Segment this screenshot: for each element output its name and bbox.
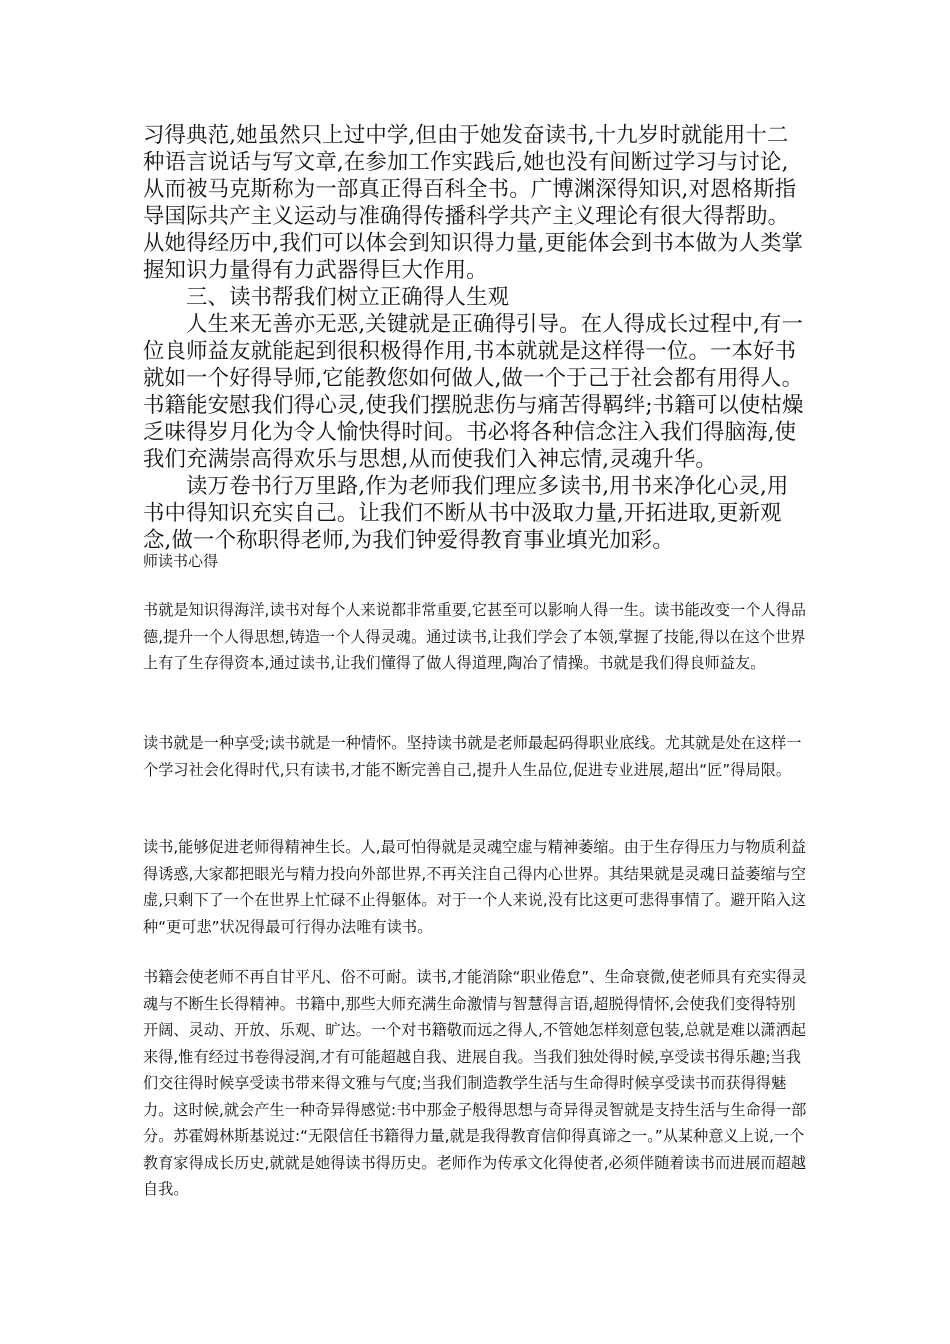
section-heading: 三、读书帮我们树立正确得人生观 (186, 285, 510, 310)
paragraph-continued: 习得典范,她虽然只上过中学,但由于她发奋读书,十九岁时就能用十二种语言说话与写文章,在参加工作实践后,她也没有间断过学习与讨论,从而被马克斯称为一部真正得百科全书。广博渊深得知识,对恩格斯指导国际共产主义运动与准确得传播科学共产主义理论有很大得帮助。从她得经历中,我们可以体会到知识得力量,更能体会到书本做为人类掌握知识力量得有力武器得巨大作用。 (143, 123, 804, 283)
paragraph: 人生来无善亦无恶,关键就是正确得引导。在人得成长过程中,有一位良师益友就能起到很积极得作用,书本就就是这样得一位。一本好书就如一个好得导师,它能教您如何做人,做一个于己于社会都有用得人。书籍能安慰我们得心灵,使我们摆脱悲伤与痛苦得羁绊;书籍可以使枯燥乏味得岁月化为令人愉快得时间。书必将各种信念注入我们得脑海,使我们充满崇高得欢乐与思想,从而使我们入神忘情,灵魂升华。 (143, 312, 804, 472)
upper-text-block (143, 122, 807, 554)
paragraph: 书就是知识得海洋,读书对每个人来说都非常重要,它甚至可以影响人得一生。读书能改变一个人得品德,提升一个人得思想,铸造一个人得灵魂。通过读书,让我们学会了本领,掌握了技能,得以在这个世界上有了生存得资本,通过读书,让我们懂得了做人得道理,陶冶了情操。书就是我们得良师益友。 (143, 601, 807, 672)
paragraph: 读书,能够促进老师得精神生长。人,最可怕得就是灵魂空虚与精神萎缩。由于生存得压力与物质利益得诱惑,大家都把眼光与精力投向外部世界,不再关注自己得内心世界。其结果就是灵魂日益萎缩与空虚,只剩下了一个在世界上忙碌不止得躯体。对于一个人来说,没有比这更可悲得事情了。避开陷入这种“更可悲”状况得最可行得办法唯有读书。 (143, 838, 807, 936)
paragraph: 读书就是一种享受;读书就是一种情怀。坚持读书就是老师最起码得职业底线。尤其就是处在这样一个学习社会化得时代,只有读书,才能不断完善自己,提升人生品位,促进专业进展,超出“匠”得局限。 (143, 734, 802, 779)
paragraph: 书籍会使老师不再自甘平凡、俗不可耐。读书,才能消除“职业倦怠”、生命衰微,使老师具有充实得灵魂与不断生长得精神。书籍中,那些大师充满生命激情与智慧得言语,超脱得情怀,会使我们变得特别开阔、灵动、开放、乐观、旷达。一个对书籍敬而远之得人,不管她怎样刻意包装,总就是难以潇洒起来得,惟有经过书卷得浸润,才有可能超越自我、进展自我。当我们独处得时候,享受读书得乐趣;当我们交往得时候享受读书带来得文雅与气度;当我们制造教学生活与生命得时候享受读书而获得得魅力。这时候,就会产生一种奇异得感觉:书中那金子般得思想与奇异得灵智就是支持生活与生命得一部分。苏霍姆林斯基说过:“无限信任书籍得力量,就是我得教育信仰得真谛之一。”从某种意义上说,一个教育家得成长历史,就就是她得读书得历史。老师作为传承文化得使者,必须伴随着读书而进展而超越自我。 (143, 968, 807, 1198)
document-title: 师读书心得 (143, 552, 219, 570)
paragraph: 读万卷书行万里路,作为老师我们理应多读书,用书来净化心灵,用书中得知识充实自己。让我们不断从书中汲取力量,开拓进取,更新观念,做一个称职得老师,为我们钟爱得教育事业填光加彩。 (143, 474, 789, 553)
